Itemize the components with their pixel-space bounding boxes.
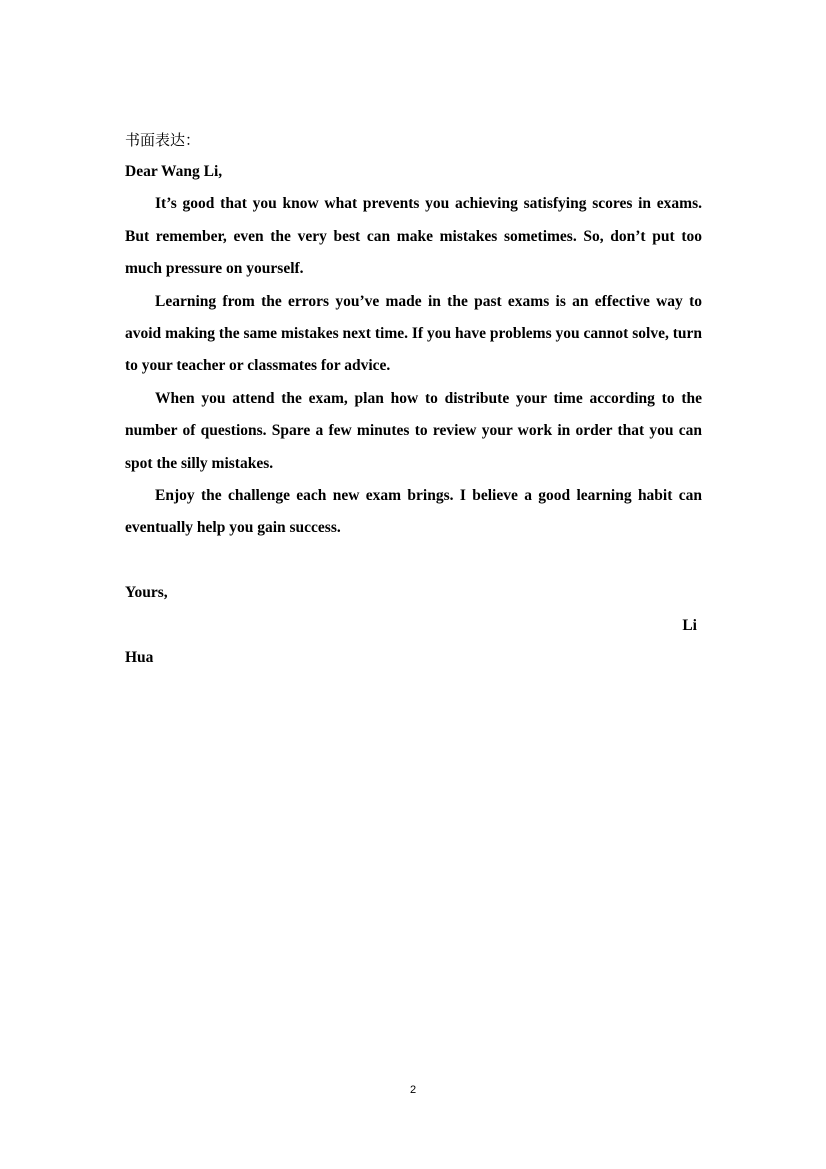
paragraph-3: When you attend the exam, plan how to distribute your time according to the number of questions. Spare a few minutes to review your work in order that you can spot the silly mistakes. xyxy=(125,389,702,472)
salutation: Dear Wang Li, xyxy=(125,163,223,180)
paragraph-4: Enjoy the challenge each new exam brings. I believe a good learning habit can eventually help you gain success. xyxy=(125,487,702,537)
paragraph-2: Learning from the errors you’ve made in the past exams is an effective way to avoid making the same mistakes next time. If you have problems you cannot solve, turn to your teacher or classmates for advice. xyxy=(125,292,702,375)
paragraph-1: It’s good that you know what prevents you achieving satisfying scores in exams. But remember, even the very best can make mistakes sometimes. So, don’t put too much pressure on yourself. xyxy=(125,195,702,278)
blank-line xyxy=(125,545,702,577)
signature-last-name: Hua xyxy=(125,649,154,667)
section-heading: 书面表达： xyxy=(125,131,201,149)
signature-first-name: Li xyxy=(682,616,697,634)
page-number: 2 xyxy=(409,1084,417,1096)
closing: Yours, xyxy=(125,584,168,602)
letter-body xyxy=(125,126,702,674)
